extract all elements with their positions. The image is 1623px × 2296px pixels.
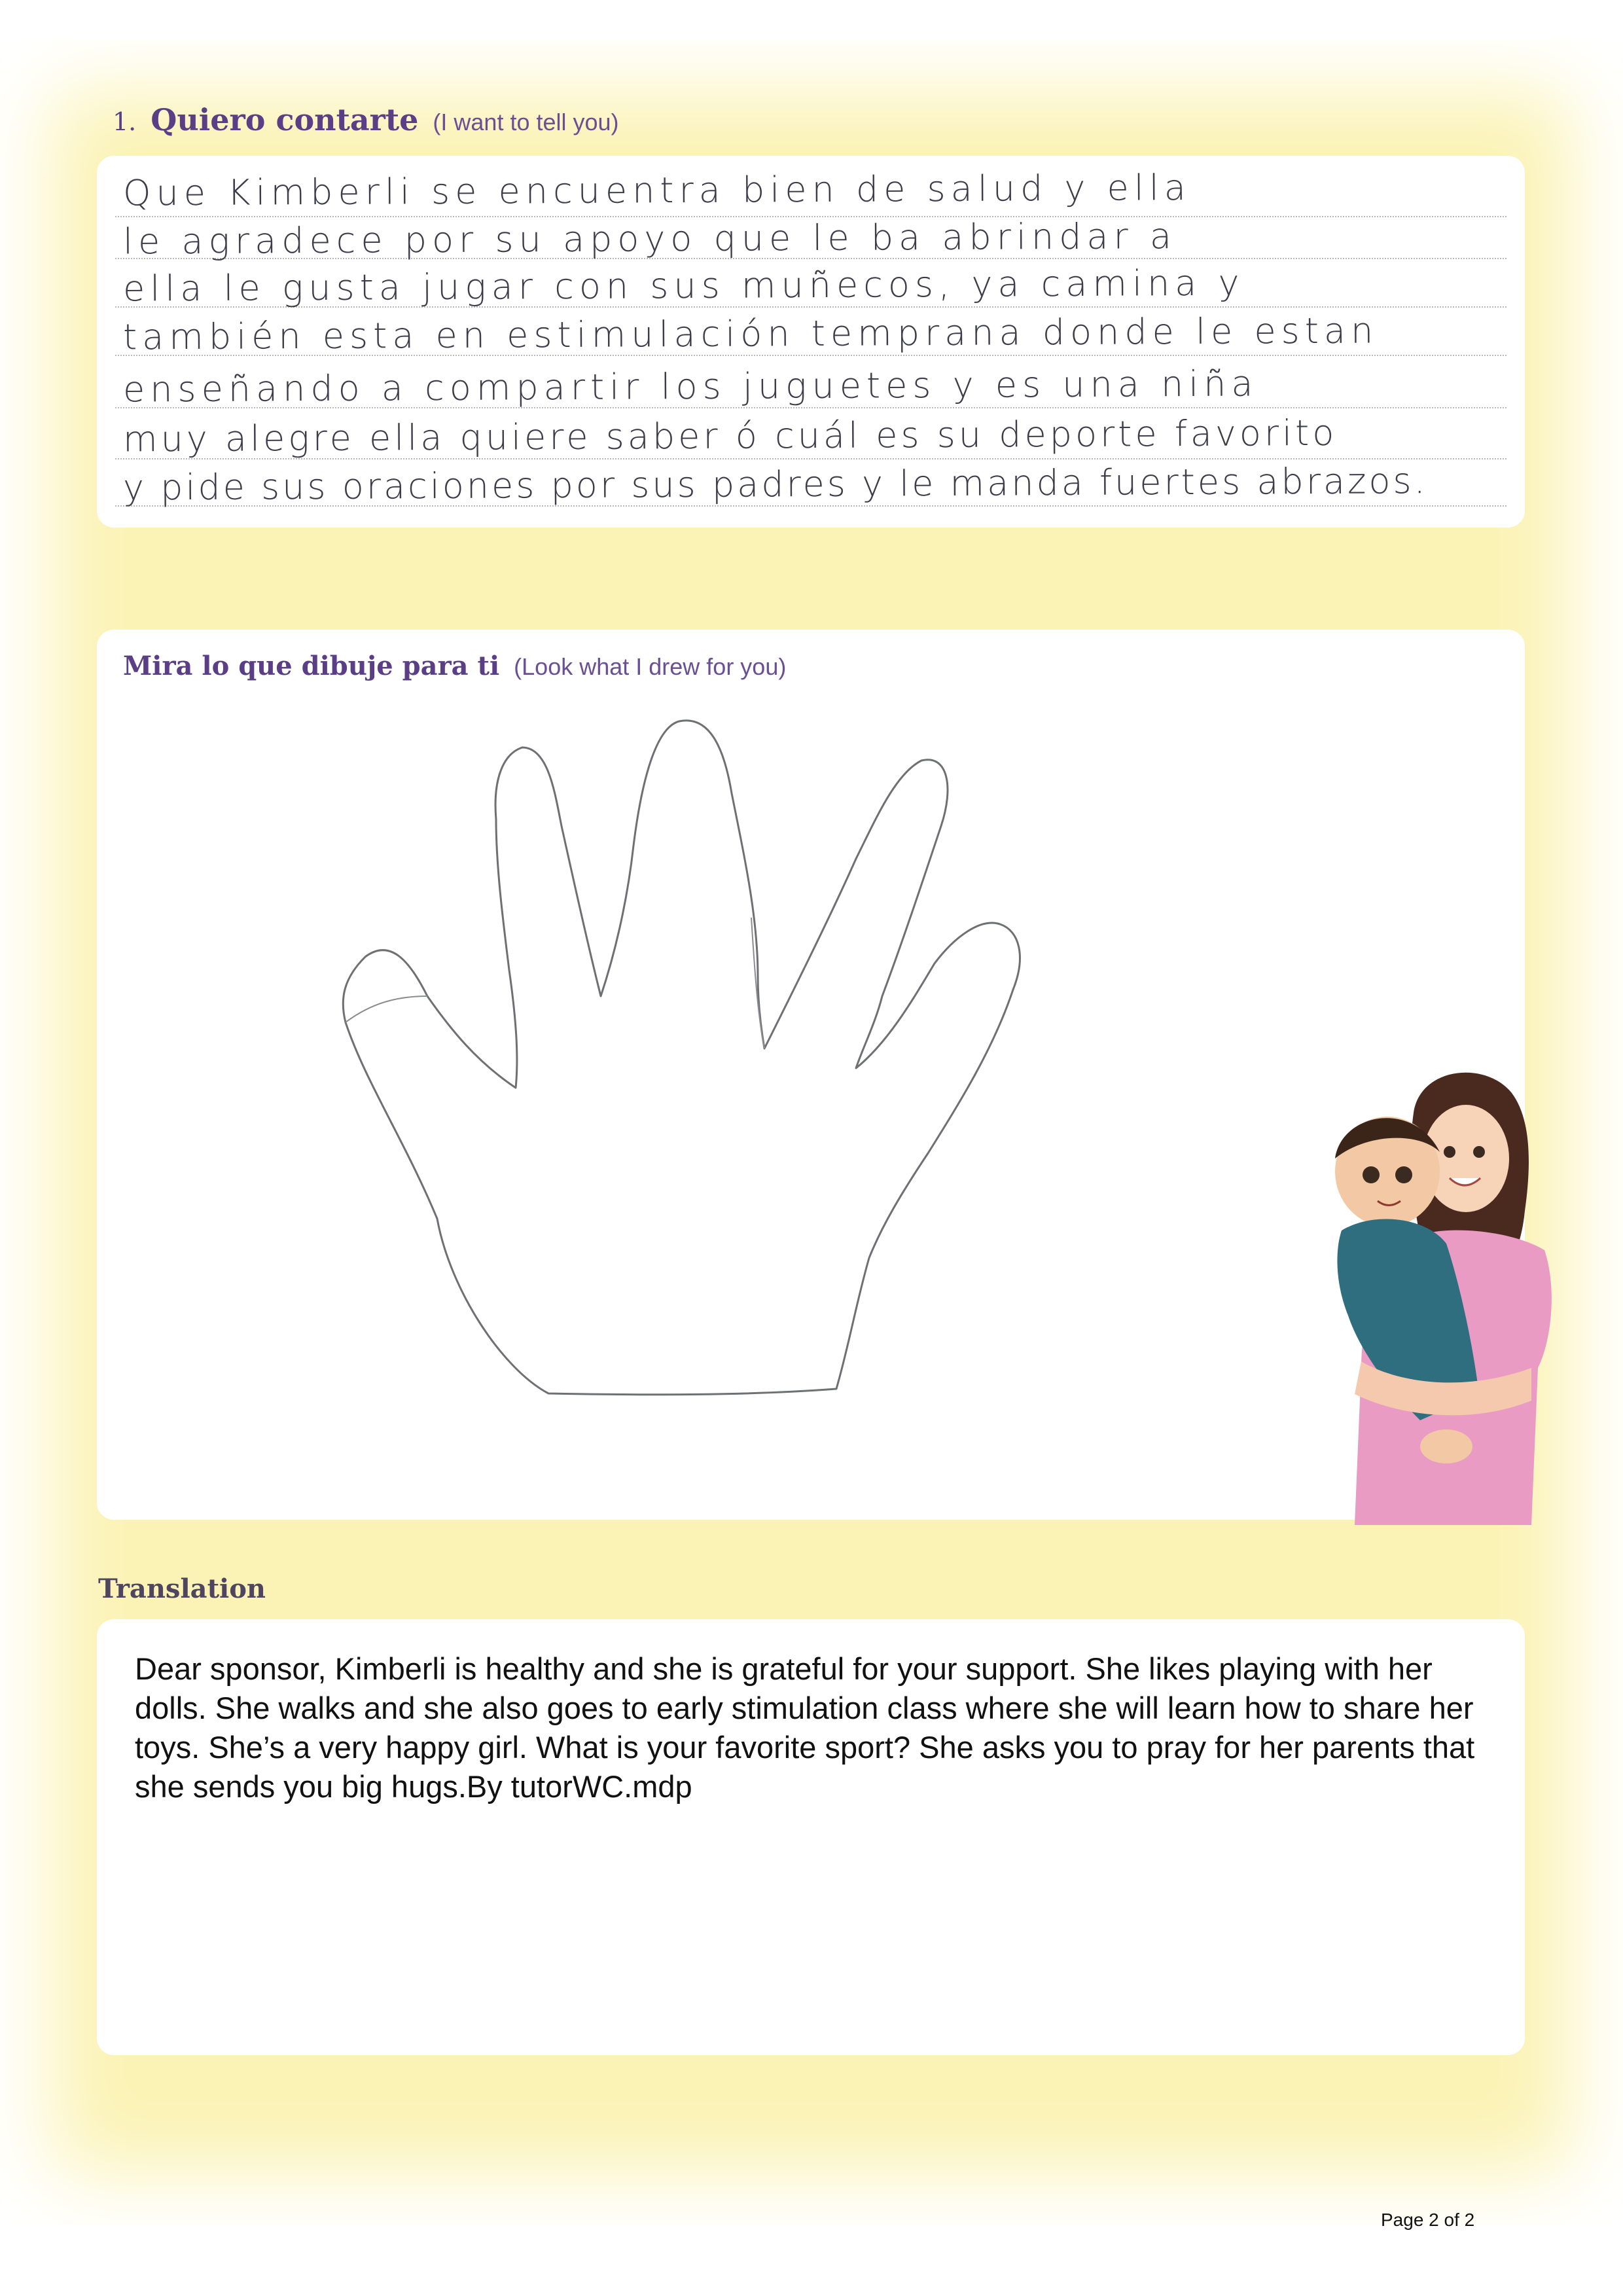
translation-box [97,1619,1525,2055]
handwriting-line: también esta en estimulación temprana donde le estan [122,310,1379,358]
hand-sketch-stroke [346,996,427,1022]
child-foot [1420,1429,1472,1463]
translation-heading [98,1573,266,1604]
handwriting-line: ella le gusta jugar con sus muñecos, ya camina y [122,262,1245,310]
handwritten-letter-box [97,156,1525,528]
translation-title: Translation [98,1573,266,1604]
handwriting-line: enseñando a compartir los juguetes y es una niña [122,363,1258,410]
mother-eye [1444,1146,1455,1158]
mother-child-illustration [1315,1054,1577,1525]
drawing-box [97,630,1525,1520]
section1-title: Quiero contarte [151,102,419,137]
child-eye [1363,1166,1380,1183]
child-eye [1395,1166,1412,1183]
translation-text: Dear sponsor, Kimberli is healthy and she is grateful for your support. She likes playing with her dolls. She walks and she also goes to early stimulation class where she will learn how to share her toys. She’s a very happy girl. What is your favorite sport? She asks you to pray for her parents that she sends you big hugs.By tutorWC.mdp [135,1651,1475,1804]
section1-subtitle: (I want to tell you) [433,109,619,135]
mother-eye [1473,1146,1485,1158]
page-number: Page 2 of 2 [1381,2210,1475,2230]
hand-drawing [97,630,1525,1520]
handwriting-line: muy alegre ella quiere saber ó cuál es su deporte favorito [122,412,1338,460]
hand-outline [343,721,1020,1395]
section1-heading [113,102,619,137]
section2-subtitle: (Look what I drew for you) [514,653,787,680]
section2-heading [123,651,786,681]
handwriting-line: Que Kimberli se encuentra bien de salud y ella [122,167,1192,214]
handwriting-line: le agradece por su apoyo que le ba abrindar a [122,215,1177,262]
handwriting-line: y pide sus oraciones por sus padres y le manda fuertes abrazos. [122,460,1428,509]
section1-number: 1. [113,107,137,136]
section2-title: Mira lo que dibuje para ti [123,651,500,681]
